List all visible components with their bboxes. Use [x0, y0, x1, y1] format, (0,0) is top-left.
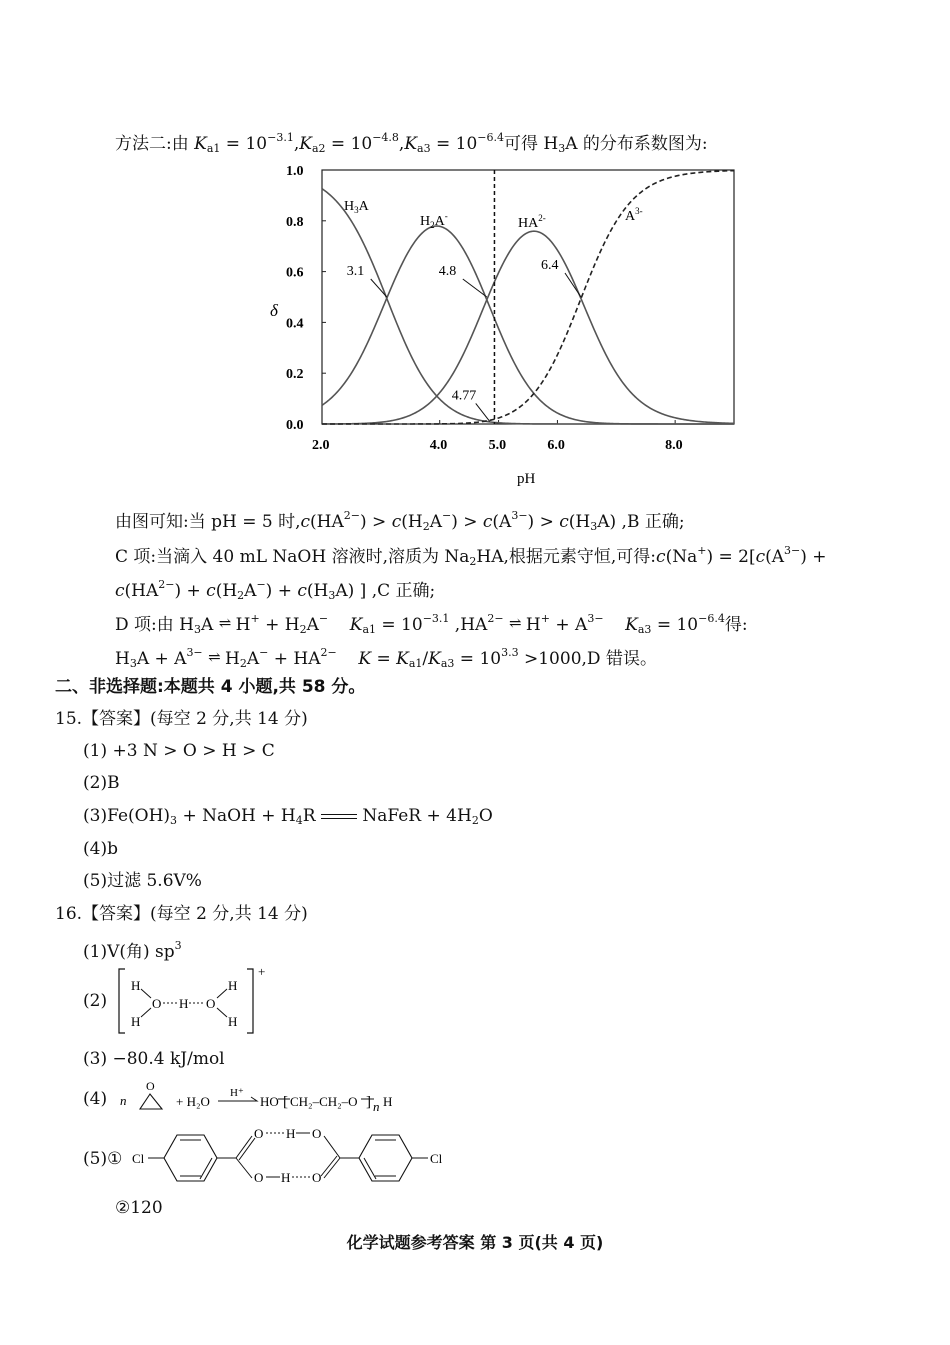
- t-d1m: 得:: [724, 615, 748, 635]
- q15-answer-5: (5)过滤 5.6V%: [83, 871, 202, 891]
- curves: [322, 171, 734, 424]
- distribution-chart: [262, 158, 742, 493]
- y-axis-label: δ: [270, 301, 278, 320]
- svg-text:H: H: [281, 1170, 291, 1185]
- t-d2d: A: [246, 649, 260, 669]
- t-d1b: A: [201, 615, 214, 635]
- t-d2f: K: [358, 649, 372, 669]
- q15-a3c: R: [302, 806, 316, 826]
- q15-heading: 15.【答案】(每空 2 分,共 14 分): [55, 709, 308, 729]
- label-ha2: $HA^{2-}$: [518, 213, 546, 231]
- t-d1: D 项:由 H: [115, 615, 194, 635]
- svg-text:n: n: [120, 1093, 127, 1108]
- annotation-leader: [565, 273, 581, 297]
- q16-answer-3: (3) −80.4 kJ/mol: [83, 1049, 225, 1069]
- epoxide-hydrolysis-equation: [118, 1075, 438, 1115]
- h5o2-cation-structure: [115, 965, 275, 1037]
- t-d1h: ,HA: [449, 615, 488, 635]
- t-d1f: K: [349, 615, 363, 635]
- ka1-base: 10: [245, 134, 268, 154]
- t-c23: ) +: [174, 581, 207, 601]
- x-tick-label: 5.0: [488, 438, 507, 453]
- y-tick-label: 0.2: [286, 367, 304, 383]
- t-c25: (H: [215, 581, 238, 601]
- t-l1l: c: [559, 512, 569, 532]
- t-l1c: (HA: [310, 512, 344, 532]
- equilibrium-arrow: ⇌: [208, 648, 220, 666]
- svg-text:O: O: [254, 1126, 264, 1141]
- t-c7: (A: [765, 547, 785, 567]
- q15-a3a: (3)Fe(OH): [83, 806, 171, 826]
- annotation-label: 3.1: [346, 264, 365, 279]
- t-l1k: ) >: [527, 512, 560, 532]
- t-d2b: A + A: [136, 649, 187, 669]
- t-c3: c: [656, 547, 666, 567]
- t-c28: c: [297, 581, 307, 601]
- svg-text:Cl: Cl: [430, 1151, 443, 1166]
- method2-tail: 可得 H: [504, 134, 559, 154]
- label-a3: $A^{3-}$: [625, 206, 643, 224]
- x-tick-label: 2.0: [312, 438, 330, 453]
- t-c6: c: [755, 547, 766, 567]
- q16-answer-5-2: ②120: [115, 1198, 163, 1218]
- t-c29: (H: [306, 581, 329, 601]
- option-d-line: D 项:由 $H_3A$ ⇌ $H^+ + H_2A^-$ $K_{a1} = 10^{-3.1}$ $,HA^{2-}$ ⇌ $H^+ + A^{3-}$ $K_{a3} = 10^{-6.4}$得:: [115, 612, 748, 636]
- conclusion-line: 由图可知:当 pH = 5 时$,c(HA^{2-}) > c(H_2A^-) > c(A^{3-}) > c(H_3A)$ ,B 正确;: [115, 509, 685, 533]
- annotation-leader: [371, 279, 387, 297]
- equilibrium-arrow: ⇌: [508, 614, 521, 632]
- svg-text:O: O: [312, 1170, 322, 1185]
- t-c210: A) ] ,C 正确;: [335, 581, 436, 601]
- svg-text:H: H: [131, 978, 141, 993]
- t-l1j: (A: [492, 512, 512, 532]
- y-tick-label: 1.0: [286, 164, 304, 179]
- t-l1h: ) >: [451, 512, 483, 532]
- t-d2h: K: [396, 649, 409, 669]
- q15-answer-2: (2)B: [83, 773, 120, 793]
- t-l1f: (H: [401, 512, 423, 532]
- t-d1l: = 10: [651, 615, 699, 635]
- annotation-leader: [463, 279, 487, 297]
- y-tick-label: 0.8: [286, 214, 304, 230]
- chlorobenzoic-acid-dimer: [130, 1118, 460, 1198]
- svg-text:H: H: [131, 1014, 141, 1029]
- label-h2a: $H_2A^-$: [420, 211, 448, 230]
- t-d1d: + H: [259, 615, 300, 635]
- annotation-leader: [476, 403, 490, 421]
- svg-text:n: n: [373, 1099, 380, 1114]
- svg-text:O: O: [312, 1126, 322, 1141]
- annotation-label: 4.77: [451, 388, 477, 404]
- q16-answer-4-label: (4): [83, 1089, 108, 1109]
- t-d2c: H: [219, 649, 240, 669]
- t-d2: H: [115, 649, 130, 669]
- t-c8: ) +: [800, 547, 827, 567]
- label-h3a: $H_3A$: [344, 199, 369, 215]
- q15-a3b: + NaOH + H: [177, 806, 296, 826]
- svg-text:O: O: [152, 996, 162, 1011]
- svg-text:H: H: [286, 1126, 296, 1141]
- t-c2: HA,根据元素守恒,可得:: [476, 547, 657, 567]
- svg-text:[: [: [283, 1094, 288, 1110]
- t-d1c: H: [230, 615, 251, 635]
- annotation-label: 4.8: [438, 264, 457, 279]
- t-c26: A: [244, 581, 257, 601]
- method2-tail2: A 的分布系数图为:: [565, 134, 708, 154]
- t-l1d: ) >: [360, 512, 392, 532]
- y-tick-label: 0.0: [286, 418, 304, 433]
- svg-text:H: H: [228, 1014, 238, 1029]
- svg-text:]: ]: [366, 1094, 371, 1110]
- t-l1: 由图可知:当 pH = 5 时,: [115, 512, 301, 532]
- ka1-exp: −3.1: [267, 131, 294, 144]
- q15-a3d: NaFeR + 4H: [356, 806, 472, 826]
- t-d1e: A: [306, 615, 319, 635]
- svg-text:CH₂–CH₂–O: CH₂–CH₂–O: [290, 1094, 358, 1109]
- t-l1i: c: [482, 512, 493, 532]
- x-tick-label: 4.0: [429, 438, 448, 453]
- svg-text:+ H₂O: + H₂O: [176, 1094, 210, 1109]
- equilibrium-arrow: ⇌: [218, 614, 231, 632]
- x-tick-label: 8.0: [665, 438, 683, 453]
- svg-text:O: O: [206, 996, 216, 1011]
- t-c22: (HA: [124, 581, 159, 601]
- q16-a1-text: (1)V(角) sp: [83, 942, 175, 962]
- method2-line: 方法二:由 $K_{a1} = 10^{-3.1},K_{a2} = 10^{-4.8},K_{a3} = 10^{-6.4}$可得 $H_3A$ 的分布系数图为:: [115, 131, 708, 155]
- q16-answer-2-label: (2): [83, 991, 108, 1011]
- option-d-line2: $H_3A + A^{3-}$ ⇌ $H_2A^- + HA^{2-}$ $K = K_{a1}/K_{a3} = 10^{3.3} >1000,D$ 错误。: [115, 646, 657, 670]
- t-d1k: K: [625, 615, 638, 635]
- t-c21: c: [115, 581, 125, 601]
- t-d2e: + HA: [268, 649, 321, 669]
- q16-answer-1: (1)V(角) $sp^3$: [83, 939, 182, 962]
- t-l1g: A: [429, 512, 442, 532]
- t-d2g: =: [371, 649, 397, 669]
- option-c-line: C 项:当滴入 40 mL NaOH 溶液时,溶质为 $Na_2HA$,根据元素守恒,可得:c(Na+) = $2[c(A^{3-})$ +: [115, 544, 827, 568]
- equals-double-line: [321, 814, 357, 819]
- t-c4: (Na: [665, 547, 698, 567]
- q15-answer-1: (1) +3 N > O > H > C: [83, 741, 275, 761]
- q15-answer-3: $(3)Fe(OH)_3$ + NaOH + $H_4R$ NaFeR + $4H_2O$: [83, 806, 493, 827]
- svg-text:Cl: Cl: [132, 1151, 145, 1166]
- t-d1j: + A: [549, 615, 588, 635]
- t-d2l: >1000,D 错误。: [518, 649, 657, 669]
- svg-text:HO: HO: [260, 1094, 279, 1109]
- page-footer: 化学试题参考答案 第 3 页(共 4 页): [346, 1233, 604, 1252]
- t-d2i: /: [422, 649, 429, 669]
- t-d1g: = 10: [376, 615, 423, 635]
- t-l1e: c: [391, 512, 402, 532]
- svg-text:O: O: [254, 1170, 264, 1185]
- t-d1i: H: [520, 615, 541, 635]
- ka2-base: 10: [350, 134, 373, 154]
- ka3-base: 10: [455, 134, 478, 154]
- svg-text:H⁺: H⁺: [230, 1087, 244, 1099]
- y-tick-label: 0.4: [286, 316, 304, 332]
- t-c1: C 项:当滴入 40 mL NaOH 溶液时,溶质为 Na: [115, 547, 470, 567]
- annotation-label: 6.4: [540, 258, 559, 273]
- series-h2a-line: [322, 226, 734, 424]
- t-c27: ) +: [265, 581, 298, 601]
- q15-a3e: O: [478, 806, 493, 826]
- t-d2k: = 10: [454, 649, 502, 669]
- q15-answer-4: (4)b: [83, 839, 118, 859]
- y-tick-label: 0.6: [286, 265, 304, 281]
- t-l1b: c: [300, 512, 311, 532]
- x-tick-label: 6.0: [547, 438, 565, 453]
- svg-text:O: O: [146, 1079, 155, 1093]
- ka3-exp: −6.4: [477, 131, 505, 144]
- t-l1n: A) ,B 正确;: [597, 512, 685, 532]
- x-axis-label: pH: [517, 471, 536, 487]
- svg-text:H: H: [179, 996, 189, 1011]
- section2-heading: 二、非选择题:本题共 4 小题,共 58 分。: [55, 677, 366, 697]
- t-l1m: (H: [568, 512, 591, 532]
- q16-heading: 16.【答案】(每空 2 分,共 14 分): [55, 904, 308, 924]
- chart-annotations: [347, 258, 581, 421]
- t-d2j: K: [428, 649, 441, 669]
- t-c24: c: [206, 581, 216, 601]
- svg-text:+: +: [258, 965, 266, 979]
- ka2-exp: −4.8: [372, 131, 399, 144]
- svg-text:H: H: [228, 978, 238, 993]
- series-ha2-line: [322, 231, 734, 424]
- option-c-line2: $c(HA^{2-}) + c(H_2A^-) + c(H_3A)$ ] ,C 正确;: [115, 578, 436, 602]
- t-c5: ) = 2[: [706, 547, 756, 567]
- q16-answer-5-label: (5)①: [83, 1149, 123, 1169]
- method2-lead: 方法二:由: [115, 134, 195, 154]
- svg-text:H: H: [383, 1094, 393, 1109]
